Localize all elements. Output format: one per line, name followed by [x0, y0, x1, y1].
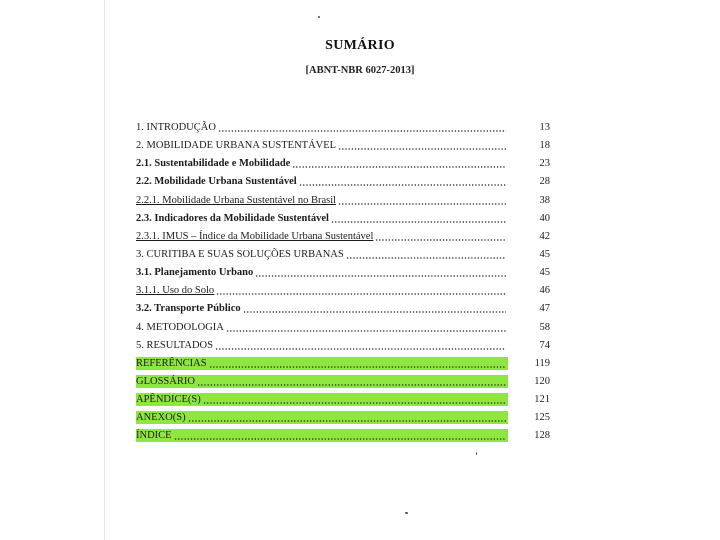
toc-entry [136, 136, 550, 154]
toc-dot-leader [209, 366, 506, 368]
toc-dot-leader [226, 330, 506, 332]
toc-entry-line [136, 357, 508, 370]
table-of-contents [136, 118, 550, 445]
toc-entry [136, 118, 550, 136]
toc-dot-leader [255, 275, 506, 277]
toc-entry-label: 1. INTRODUÇÃO [136, 122, 216, 133]
toc-entry [136, 318, 550, 336]
toc-entry-line [136, 284, 508, 297]
toc-entry-label: 3. CURITIBA E SUAS SOLUÇÕES URBANAS [136, 248, 344, 260]
toc-entry [136, 390, 550, 408]
toc-dot-leader [346, 257, 506, 259]
toc-entry-line [136, 339, 508, 352]
toc-entry-line [136, 393, 508, 406]
toc-entry-line [136, 266, 508, 279]
page-left-edge [104, 0, 105, 540]
toc-entry-label: 3.1.1. Uso do Solo [136, 285, 215, 297]
toc-entry-page-number: 13 [539, 122, 550, 133]
toc-entry [136, 299, 550, 317]
toc-entry [136, 191, 550, 209]
toc-entry [136, 209, 550, 227]
toc-entry [136, 281, 550, 299]
toc-entry-label: 3.1. Planejamento Urbano [136, 267, 254, 279]
toc-entry-page-number: 40 [539, 212, 550, 224]
toc-entry-label: ANEXO(S) [136, 412, 186, 424]
toc-dot-leader [197, 384, 506, 386]
toc-entry-page-number: 45 [539, 248, 550, 260]
scan-speck [405, 512, 408, 514]
toc-entry-page-number: 46 [539, 285, 550, 297]
toc-entry-label: 2.2. Mobilidade Urbana Sustentável [136, 176, 297, 188]
toc-entry-label: APÊNDICE(S) [136, 394, 201, 406]
toc-dot-leader [216, 293, 506, 295]
toc-entry-line [136, 194, 508, 207]
toc-entry-line [136, 212, 508, 225]
toc-entry-label: 3.2. Transporte Público [136, 303, 241, 315]
toc-entry-line [136, 248, 508, 261]
toc-entry-label: GLOSSÁRIO [136, 375, 195, 387]
toc-entry [136, 336, 550, 354]
toc-dot-leader [292, 166, 506, 168]
scan-speck [476, 452, 477, 455]
toc-dot-leader [375, 239, 506, 241]
toc-dot-leader [331, 221, 506, 223]
toc-entry [136, 426, 550, 444]
toc-entry-line [136, 139, 508, 152]
toc-entry-label: 2.3. Indicadores da Mobilidade Sustentável [136, 212, 329, 224]
toc-entry-label: 5. RESULTADOS [136, 339, 213, 351]
toc-entry-page-number: 121 [534, 394, 550, 406]
toc-entry [136, 354, 550, 372]
toc-entry [136, 263, 550, 281]
toc-entry-label: ÍNDICE [136, 430, 172, 442]
toc-entry-label: 2.3.1. IMUS – Índice da Mobilidade Urbana Sustentável [136, 230, 374, 242]
toc-entry-label: 4. METODOLOGIA [136, 321, 224, 333]
toc-entry-label: 2.1. Sustentabilidade e Mobilidade [136, 158, 291, 170]
toc-entry-label: 2.2.1. Mobilidade Urbana Sustentável no Brasil [136, 194, 337, 206]
toc-entry-page-number: 120 [534, 375, 550, 387]
toc-entry-page-number: 128 [534, 430, 550, 442]
toc-entry [136, 154, 550, 172]
toc-entry-page-number: 18 [539, 140, 550, 152]
toc-entry-line [136, 375, 508, 388]
toc-entry-line [136, 321, 508, 334]
toc-entry-page-number: 58 [539, 321, 550, 333]
toc-entry-label: REFERÊNCIAS [136, 357, 207, 369]
page-title: SUMÁRIO [325, 38, 395, 53]
toc-entry [136, 245, 550, 263]
toc-entry [136, 172, 550, 190]
page-subtitle: [ABNT-NBR 6027-2013] [305, 65, 415, 76]
toc-entry-line [136, 411, 508, 424]
toc-entry-page-number: 38 [539, 194, 550, 206]
toc-entry-page-number: 23 [539, 158, 550, 170]
toc-entry-line [136, 121, 508, 134]
toc-entry [136, 408, 550, 426]
toc-entry-page-number: 119 [534, 357, 550, 369]
toc-dot-leader [215, 348, 506, 350]
toc-entry-line [136, 429, 508, 442]
toc-entry-page-number: 47 [539, 303, 550, 315]
toc-entry [136, 227, 550, 245]
toc-entry-label: 2. MOBILIDADE URBANA SUSTENTÁVEL [136, 140, 337, 152]
toc-entry-page-number: 45 [539, 267, 550, 279]
toc-dot-leader [338, 203, 506, 205]
toc-entry-line [136, 157, 508, 170]
scan-speck [318, 16, 320, 18]
toc-entry-page-number: 42 [539, 230, 550, 242]
toc-dot-leader [188, 420, 506, 422]
toc-dot-leader [299, 184, 506, 186]
toc-dot-leader [174, 438, 506, 440]
toc-entry-line [136, 302, 508, 315]
toc-dot-leader [243, 311, 506, 313]
toc-entry-line [136, 230, 508, 243]
toc-dot-leader [218, 130, 506, 132]
toc-entry [136, 372, 550, 390]
toc-entry-line [136, 175, 508, 188]
toc-entry-page-number: 125 [534, 412, 550, 424]
toc-entry-page-number: 28 [539, 176, 550, 188]
toc-dot-leader [203, 402, 506, 404]
toc-entry-page-number: 74 [539, 339, 550, 351]
toc-dot-leader [338, 148, 506, 150]
